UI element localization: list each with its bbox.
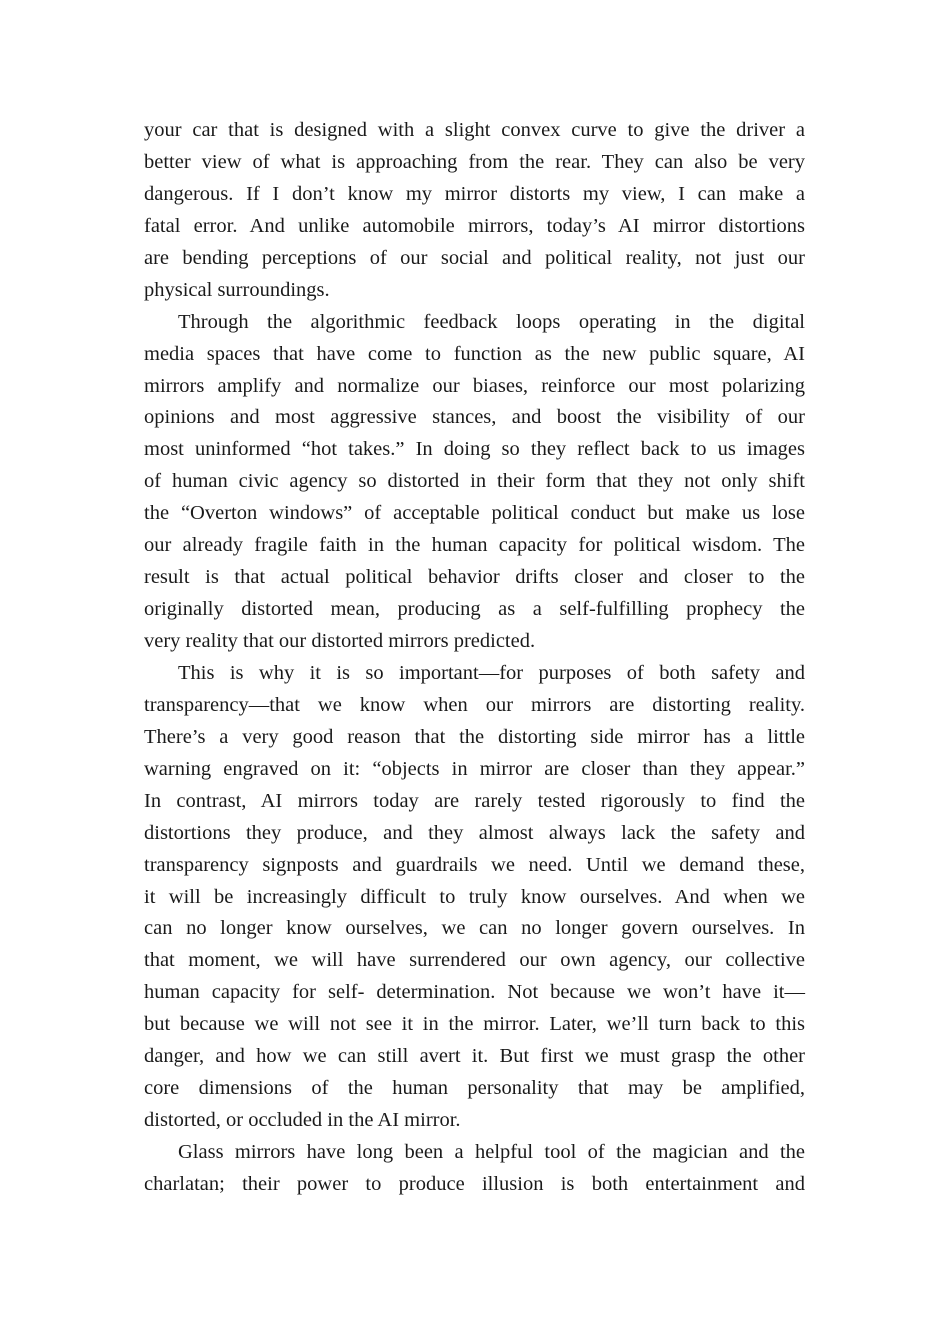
text-line: our already fragile faith in the human capacity for political wisdom. The (144, 534, 805, 557)
text-line: fatal error. And unlike automobile mirrors, today’s AI mirror distortions (144, 214, 805, 237)
text-line: that moment, we will have surrendered our own agency, our collective (144, 949, 805, 972)
text-line: human capacity for self- determination. Not because we won’t have it— (144, 981, 805, 1004)
text-line: transparency signposts and guardrails we need. Until we demand these, (144, 853, 805, 876)
text-line: the “Overton windows” of acceptable political conduct but make us lose (144, 502, 805, 525)
text-line: In contrast, AI mirrors today are rarely tested rigorously to find the (144, 789, 805, 812)
text-line: mirrors amplify and normalize our biases, reinforce our most polarizing (144, 374, 805, 397)
text-line: but because we will not see it in the mirror. Later, we’ll turn back to this (144, 1013, 805, 1036)
paragraph (144, 115, 805, 307)
text-line: are bending perceptions of our social and political reality, not just our (144, 246, 805, 269)
paragraph (144, 307, 805, 658)
text-line: originally distorted mean, producing as a self-fulfilling prophecy the (144, 598, 805, 621)
text-line: transparency—that we know when our mirrors are distorting reality. (144, 693, 805, 716)
text-line: physical surroundings. (144, 278, 330, 301)
text-line: distorted, or occluded in the AI mirror. (144, 1109, 461, 1132)
text-line: charlatan; their power to produce illusion is both entertainment and (144, 1172, 805, 1195)
paragraph (144, 1137, 805, 1201)
text-line: warning engraved on it: “objects in mirror are closer than they appear.” (144, 757, 805, 780)
text-line: There’s a very good reason that the distorting side mirror has a little (144, 725, 805, 748)
text-line: This is why it is so important—for purposes of both safety and (178, 661, 805, 684)
text-line: dangerous. If I don’t know my mirror distorts my view, I can make a (144, 182, 805, 205)
text-line: it will be increasingly difficult to truly know ourselves. And when we (144, 885, 805, 908)
text-line: better view of what is approaching from the rear. They can also be very (144, 150, 805, 173)
text-line: distortions they produce, and they almost always lack the safety and (144, 821, 805, 844)
text-line: most uninformed “hot takes.” In doing so they reflect back to us images (144, 438, 805, 461)
text-line: Glass mirrors have long been a helpful tool of the magician and the (178, 1141, 805, 1163)
text-line: very reality that our distorted mirrors predicted. (144, 630, 536, 652)
text-line: can no longer know ourselves, we can no longer govern ourselves. In (144, 917, 805, 940)
text-line: your car that is designed with a slight convex curve to give the driver a (144, 119, 805, 141)
document-page (144, 115, 805, 1201)
text-line: danger, and how we can still avert it. But first we must grasp the other (144, 1045, 805, 1068)
text-line: core dimensions of the human personality that may be amplified, (144, 1077, 805, 1100)
text-line: media spaces that have come to function as the new public square, AI (144, 342, 805, 365)
text-line: result is that actual political behavior drifts closer and closer to the (144, 566, 805, 589)
paragraph (144, 658, 805, 1137)
text-line: of human civic agency so distorted in their form that they not only shift (144, 470, 805, 493)
text-line: Through the algorithmic feedback loops operating in the digital (178, 310, 805, 333)
text-line: opinions and most aggressive stances, and boost the visibility of our (144, 406, 805, 429)
